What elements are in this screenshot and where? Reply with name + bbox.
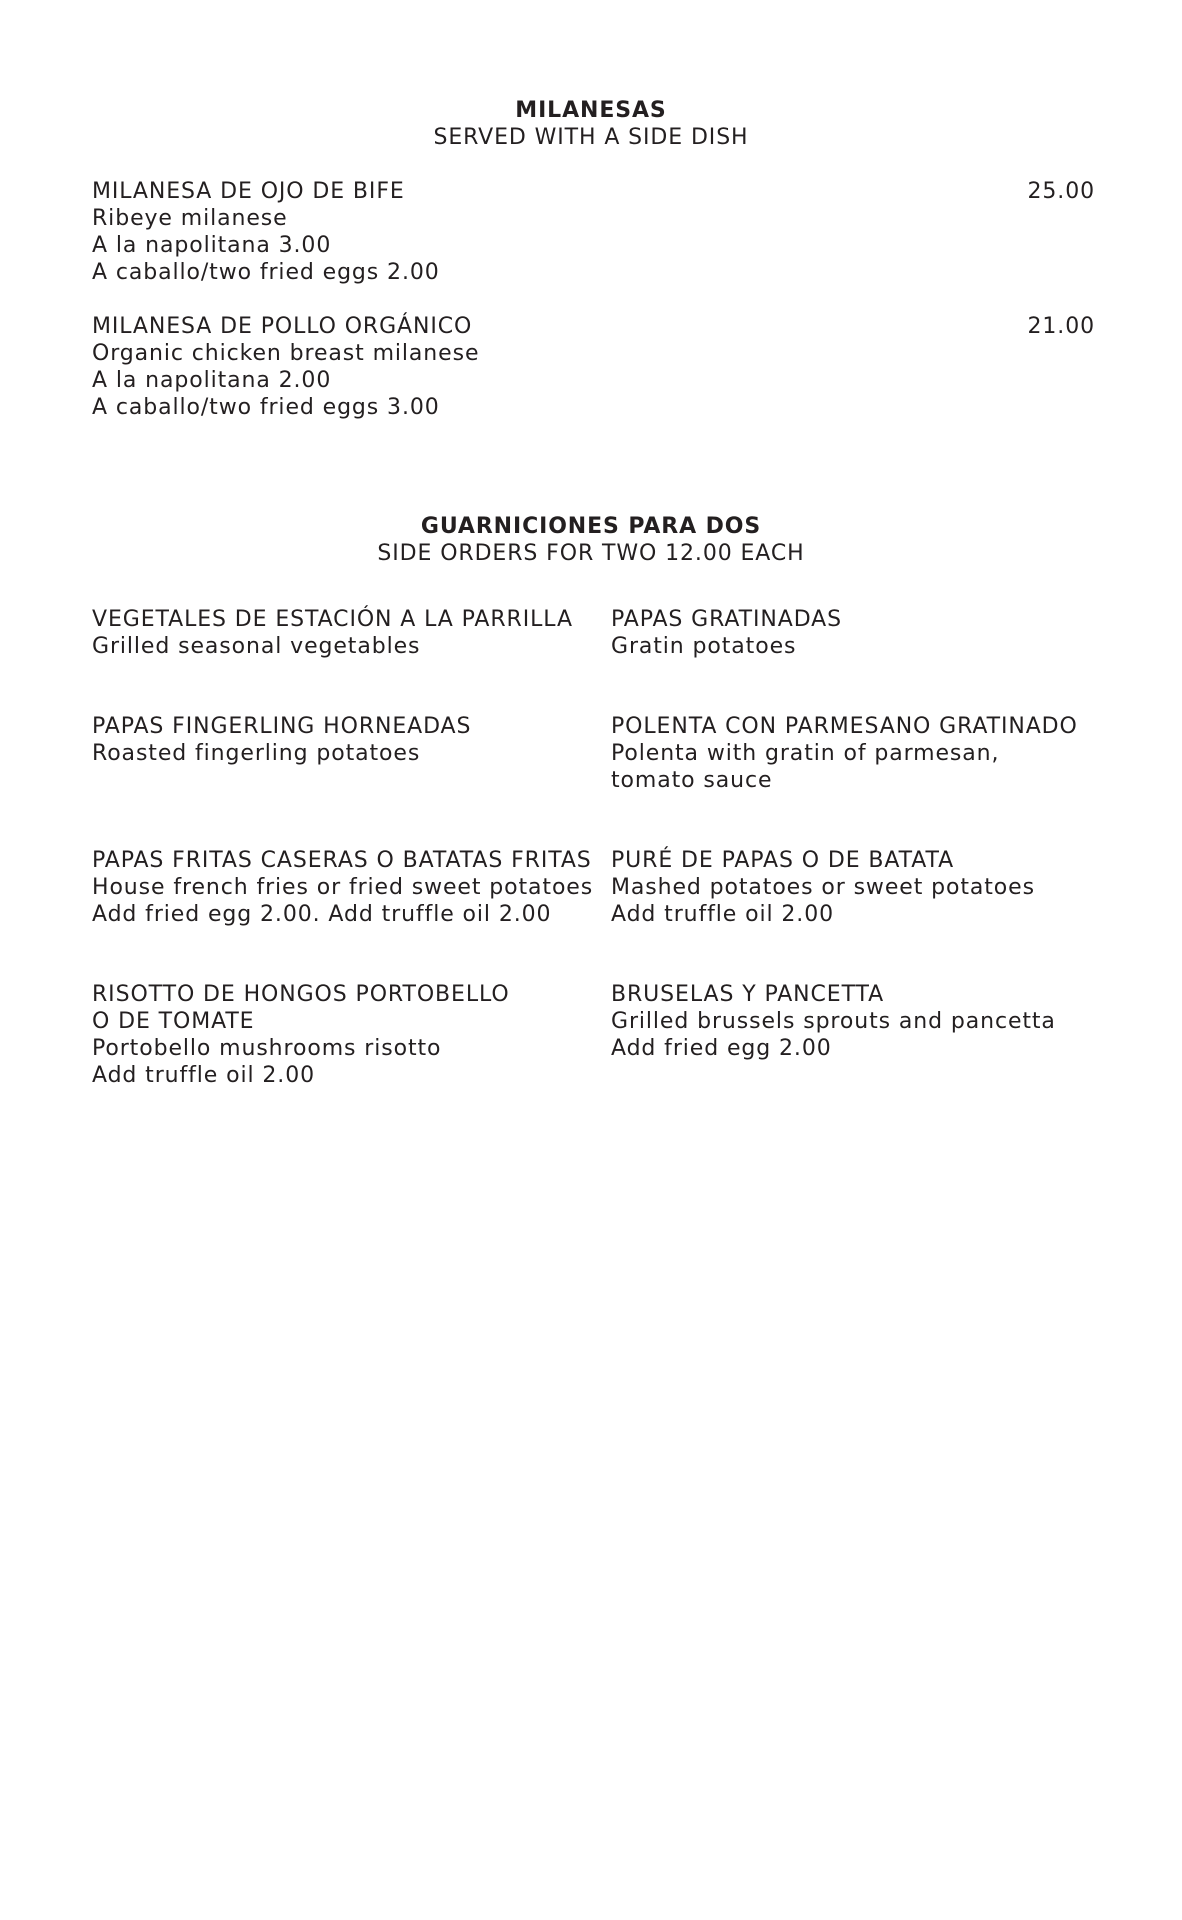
item-description: Polenta with gratin of parmesan, — [611, 741, 1000, 766]
item-name: PAPAS FRITAS CASERAS O BATATAS FRITAS — [92, 848, 592, 873]
side-item-pure — [611, 847, 1035, 928]
item-name: BRUSELAS Y PANCETTA — [611, 982, 885, 1007]
side-item-papas-fritas — [92, 847, 593, 928]
item-description: Organic chicken breast milanese — [92, 341, 480, 366]
side-item-papas-fingerling — [92, 713, 471, 767]
item-description: tomato sauce — [611, 768, 773, 793]
item-description: Roasted fingerling potatoes — [92, 741, 421, 766]
milanesas-subtitle: SERVED WITH A SIDE DISH — [433, 125, 749, 150]
side-item-risotto — [92, 981, 510, 1089]
guarniciones-title: GUARNICIONES PARA DOS — [420, 514, 762, 539]
menu-item-milanesa-ojo-de-bife — [92, 178, 440, 286]
item-name: VEGETALES DE ESTACIÓN A LA PARRILLA — [92, 607, 573, 632]
item-description: Ribeye milanese — [92, 206, 288, 231]
item-option: Add fried egg 2.00. Add truffle oil 2.00 — [92, 902, 552, 927]
item-name: O DE TOMATE — [92, 1009, 255, 1034]
item-price-milanesa-ojo-de-bife: 25.00 — [1027, 179, 1095, 204]
side-item-vegetales — [92, 606, 573, 660]
item-name: RISOTTO DE HONGOS PORTOBELLO — [92, 982, 510, 1007]
item-description: Gratin potatoes — [611, 634, 797, 659]
guarniciones-header — [0, 513, 1182, 567]
guarniciones-subtitle: SIDE ORDERS FOR TWO 12.00 EACH — [377, 541, 805, 566]
item-price-milanesa-pollo: 21.00 — [1027, 314, 1095, 339]
item-option: A la napolitana 2.00 — [92, 368, 332, 393]
item-option: A caballo/two fried eggs 3.00 — [92, 395, 440, 420]
side-item-polenta — [611, 713, 1078, 794]
item-option: A caballo/two fried eggs 2.00 — [92, 260, 440, 285]
item-description: House french fries or fried sweet potatoes — [92, 875, 594, 900]
menu-item-milanesa-pollo — [92, 313, 479, 421]
item-option: Add truffle oil 2.00 — [611, 902, 834, 927]
item-name: POLENTA CON PARMESANO GRATINADO — [611, 714, 1078, 739]
item-description: Grilled seasonal vegetables — [92, 634, 421, 659]
side-item-papas-gratinadas — [611, 606, 842, 660]
item-name: MILANESA DE OJO DE BIFE — [92, 179, 405, 204]
milanesas-header — [0, 97, 1182, 151]
item-option: Add truffle oil 2.00 — [92, 1063, 315, 1088]
item-description: Portobello mushrooms risotto — [92, 1036, 442, 1061]
item-description: Mashed potatoes or sweet potatoes — [611, 875, 1035, 900]
item-name: MILANESA DE POLLO ORGÁNICO — [92, 314, 473, 339]
item-description: Grilled brussels sprouts and pancetta — [611, 1009, 1056, 1034]
item-option: A la napolitana 3.00 — [92, 233, 332, 258]
item-option: Add fried egg 2.00 — [611, 1036, 832, 1061]
milanesas-title: MILANESAS — [515, 98, 667, 123]
side-item-bruselas — [611, 981, 1056, 1062]
item-name: PAPAS FINGERLING HORNEADAS — [92, 714, 472, 739]
item-name: PAPAS GRATINADAS — [611, 607, 842, 632]
item-name: PURÉ DE PAPAS O DE BATATA — [611, 848, 955, 873]
